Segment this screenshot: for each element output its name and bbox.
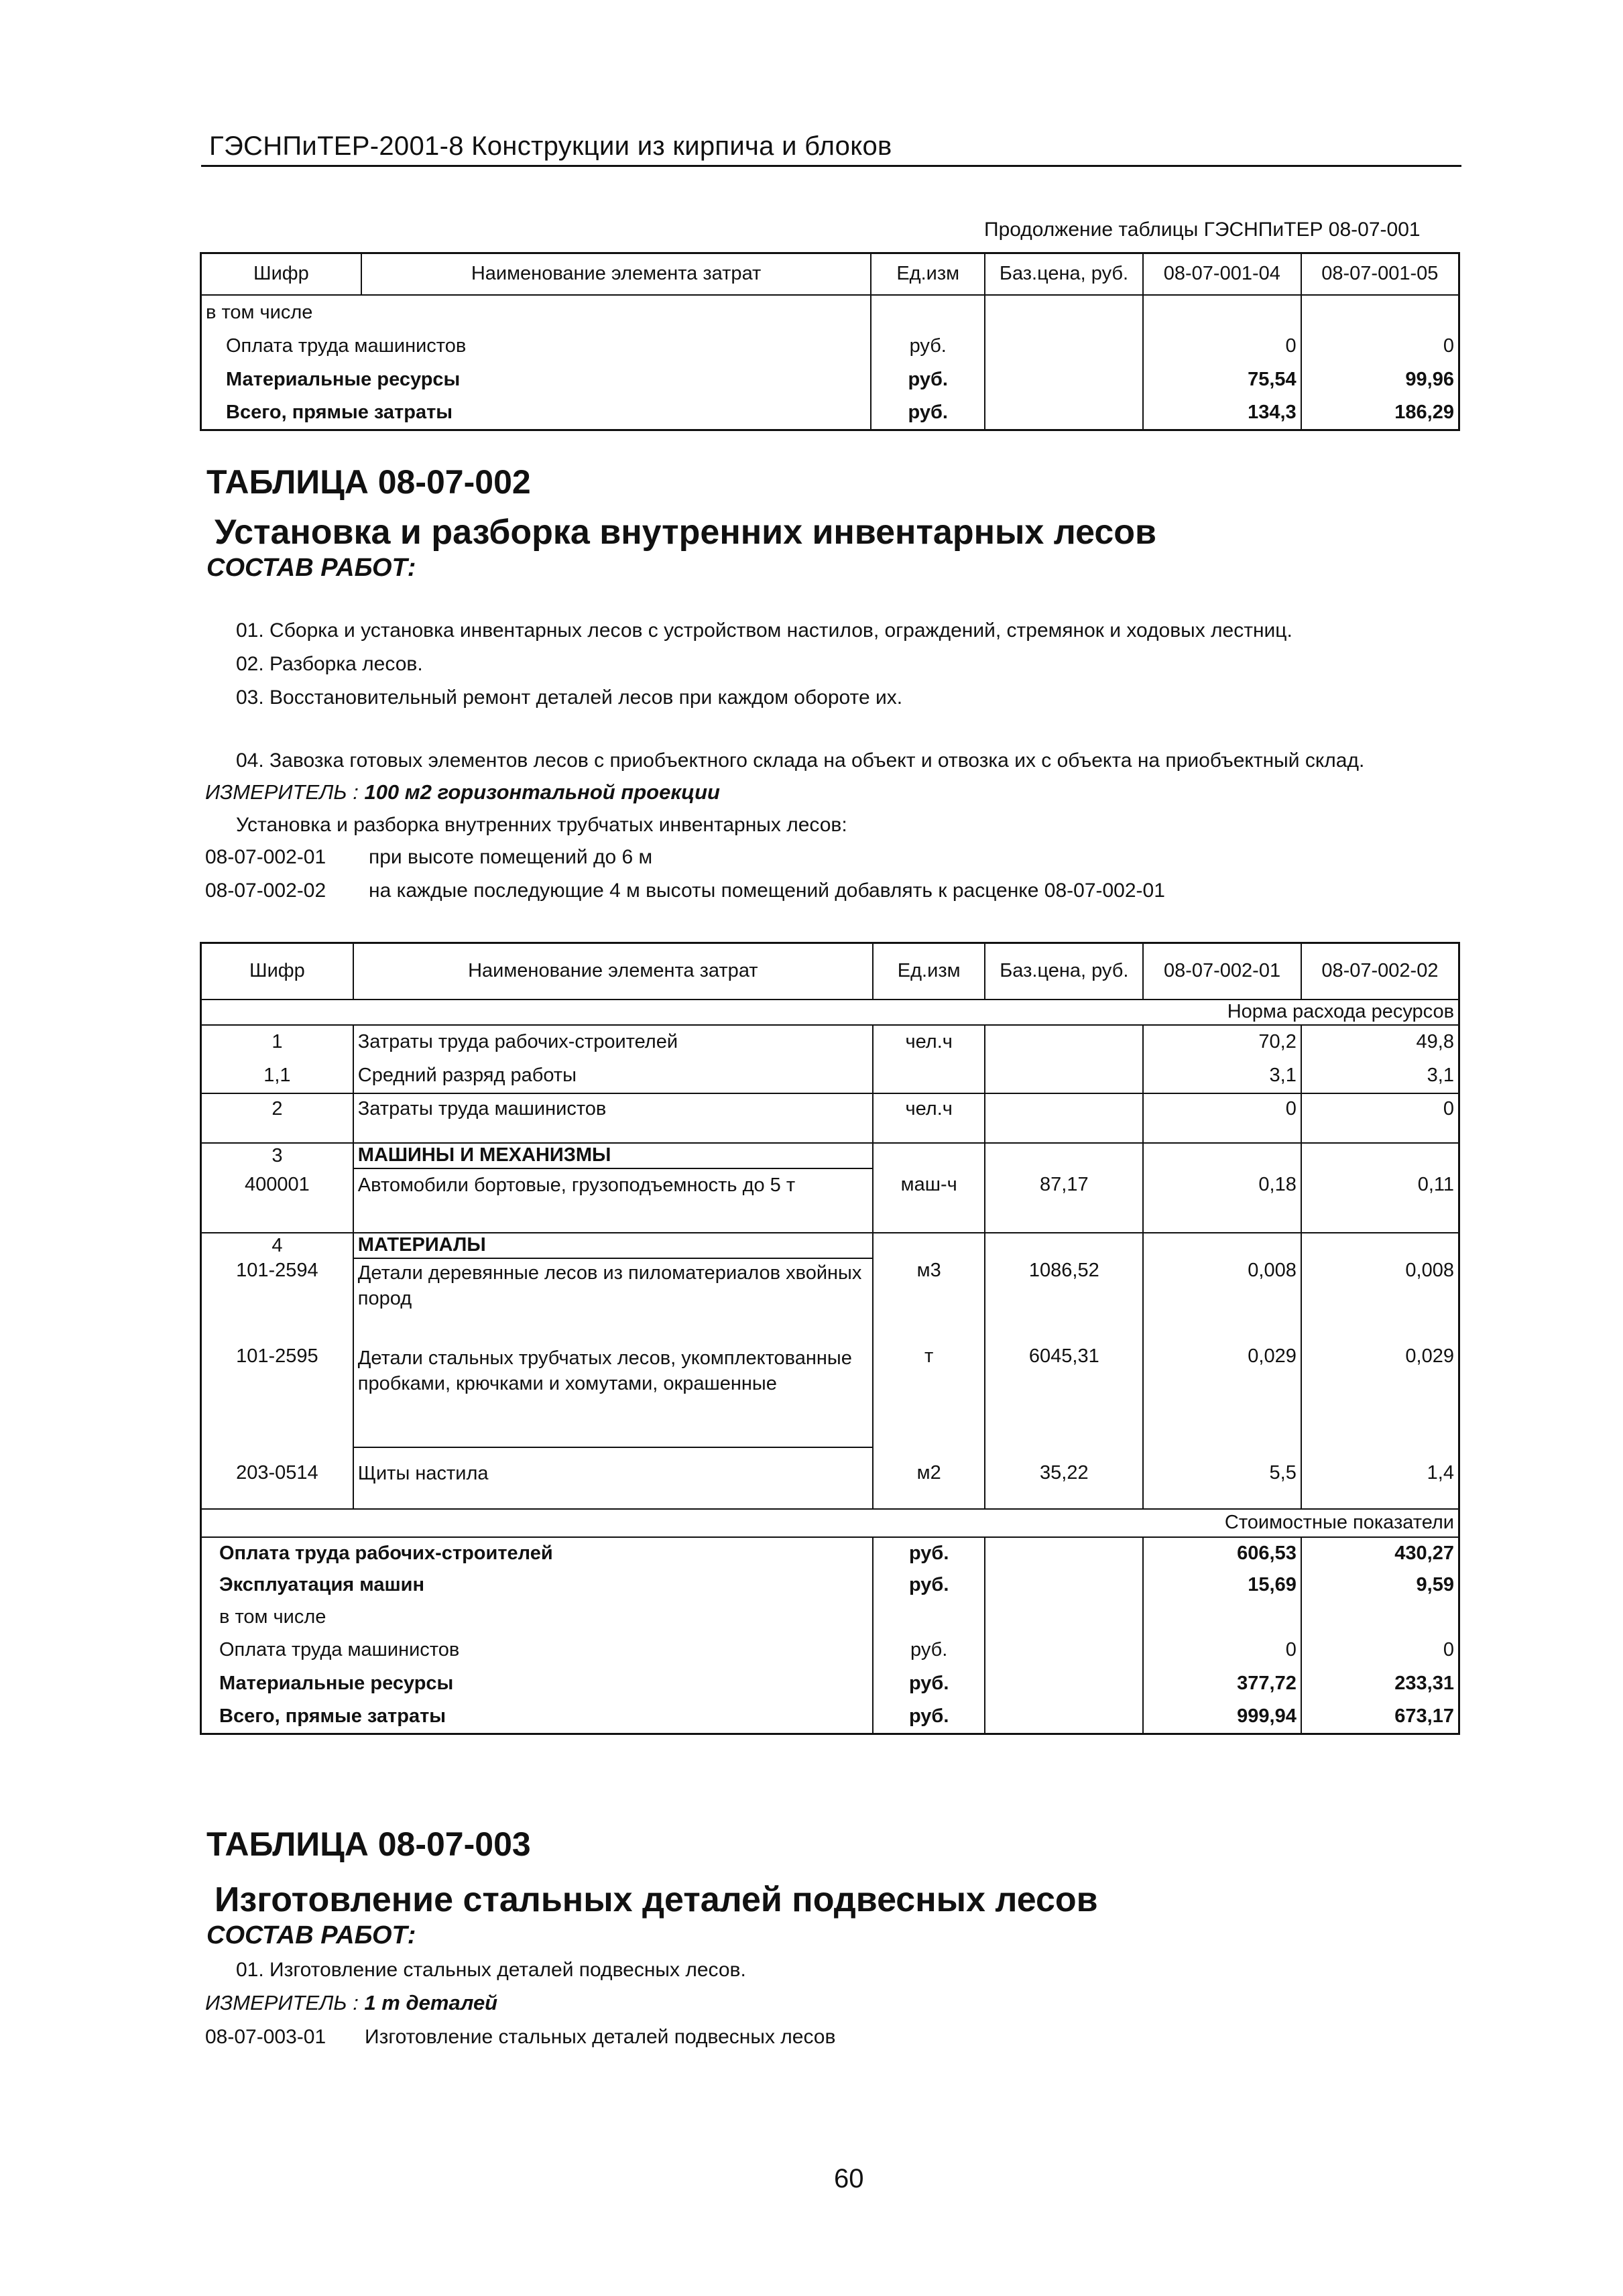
row-label: Всего, прямые затраты <box>201 397 871 430</box>
table-row <box>201 1093 1459 1143</box>
row-label: Оплата труда рабочих-строителей <box>201 1537 873 1569</box>
row-value-2: 9,59 <box>1416 1574 1454 1595</box>
row-unit: руб. <box>873 1667 985 1701</box>
col-header-unit: Ед.изм <box>871 253 985 295</box>
row-unit: руб. <box>873 1537 985 1569</box>
row-unit: руб. <box>873 1701 985 1734</box>
row-value-1: 15,69 <box>1143 1569 1301 1602</box>
table-title: Изготовление стальных деталей подвесных лесов <box>215 1880 1098 1919</box>
row-value-1: 70,2 <box>1143 1025 1301 1059</box>
row-value-2: 0 <box>1443 1639 1454 1660</box>
table-row <box>201 295 1459 330</box>
row-value-1: 0 <box>1143 330 1301 363</box>
row-value-1: 3,1 <box>1143 1059 1301 1093</box>
row-value-2: 1,4 <box>1427 1461 1454 1484</box>
row-price <box>985 1025 1143 1059</box>
col-header-unit: Ед.изм <box>873 943 985 1000</box>
table-row <box>201 1233 1459 1258</box>
row-label: Всего, прямые затраты <box>201 1701 873 1734</box>
row-value-2: 99,96 <box>1405 369 1454 390</box>
row-unit <box>873 1059 985 1093</box>
row-label: Материальные ресурсы <box>201 363 871 397</box>
measure-line <box>205 780 720 804</box>
row-price <box>985 1059 1143 1093</box>
rate-code: 08-07-003-01 <box>205 2026 326 2048</box>
col-header-rate-2: 08-07-002-02 <box>1301 943 1459 1000</box>
row-value-2: 0,029 <box>1405 1345 1454 1367</box>
row-value-1: 134,3 <box>1143 397 1301 430</box>
row-value-2 <box>1301 295 1459 330</box>
rate-code: 08-07-002-02 <box>205 880 326 902</box>
row-value-2: 233,31 <box>1394 1673 1454 1694</box>
row-name: Автомобили бортовые, грузоподъемность до 5 т <box>353 1168 873 1233</box>
row-code: 4 <box>201 1233 353 1258</box>
row-value-1 <box>1143 295 1301 330</box>
col-header-code: Шифр <box>201 253 361 295</box>
row-unit: м3 <box>873 1258 985 1343</box>
table-row <box>201 1667 1459 1701</box>
rate-description: Изготовление стальных деталей подвесных лесов <box>365 2026 836 2048</box>
table-title: Установка и разборка внутренних инвентарных лесов <box>215 513 1157 552</box>
row-value-2: 186,29 <box>1394 402 1454 424</box>
row-name: Средний разряд работы <box>353 1059 873 1093</box>
row-value-2 <box>1301 1602 1459 1634</box>
table-row <box>201 1343 1459 1447</box>
table-row <box>201 1168 1459 1233</box>
row-code: 1 <box>201 1025 353 1059</box>
row-value-2: 0 <box>1301 1093 1459 1143</box>
row-value-2: 49,8 <box>1416 1030 1454 1052</box>
table-row <box>201 1059 1459 1093</box>
table-row <box>201 1602 1459 1634</box>
header-rule <box>201 165 1461 167</box>
row-price <box>985 1093 1143 1143</box>
row-price: 1086,52 <box>985 1258 1143 1343</box>
section-name: МАШИНЫ И МЕХАНИЗМЫ <box>353 1143 873 1168</box>
rate-description: на каждые последующие 4 м высоты помещений добавлять к расценке 08-07-002-01 <box>369 880 1165 902</box>
row-value-1: 606,53 <box>1143 1537 1301 1569</box>
row-unit: т <box>873 1343 985 1447</box>
row-code: 400001 <box>201 1168 353 1233</box>
col-header-name: Наименование элемента затрат <box>353 943 873 1000</box>
col-header-price: Баз.цена, руб. <box>985 943 1143 1000</box>
row-price: 87,17 <box>985 1168 1143 1233</box>
work-item: 03. Восстановительный ремонт деталей лесов при каждом обороте их. <box>236 686 903 709</box>
table-row <box>201 1634 1459 1667</box>
row-value-1: 0,029 <box>1143 1343 1301 1447</box>
row-value-1 <box>1143 1602 1301 1634</box>
rate-code: 08-07-002-01 <box>205 846 326 868</box>
col-header-rate-1: 08-07-002-01 <box>1143 943 1301 1000</box>
row-value-1: 75,54 <box>1143 363 1301 397</box>
row-label: Оплата труда машинистов <box>201 330 871 363</box>
row-name: Детали деревянные лесов из пиломатериалов хвойных пород <box>353 1258 873 1343</box>
col-header-name: Наименование элемента затрат <box>361 253 871 295</box>
row-name: Щиты настила <box>353 1447 873 1509</box>
table-row <box>201 1258 1459 1343</box>
row-unit: руб. <box>871 363 985 397</box>
table-row <box>201 1447 1459 1509</box>
row-value-2: 430,27 <box>1394 1542 1454 1564</box>
row-unit: чел.ч <box>873 1025 985 1059</box>
row-name: Затраты труда машинистов <box>353 1093 873 1143</box>
table-row <box>201 1025 1459 1059</box>
table-row <box>201 1537 1459 1569</box>
row-name: Детали стальных трубчатых лесов, укомплектованные пробками, крючками и хомутами, окрашенные <box>353 1343 873 1447</box>
row-unit: руб. <box>873 1569 985 1602</box>
row-value-2: 0 <box>1443 335 1454 357</box>
col-header-price: Баз.цена, руб. <box>985 253 1143 295</box>
row-label: Оплата труда машинистов <box>201 1634 873 1667</box>
cost-section-label: Стоимостные показатели <box>201 1509 1459 1537</box>
row-value-1: 0,008 <box>1143 1258 1301 1343</box>
row-value-2: 3,1 <box>1301 1059 1459 1093</box>
row-price: 6045,31 <box>985 1343 1143 1447</box>
row-value-1: 0 <box>1143 1634 1301 1667</box>
measure-label: ИЗМЕРИТЕЛЬ : <box>205 1991 359 2014</box>
work-item: 02. Разборка лесов. <box>236 653 423 675</box>
table-continuation-note: Продолжение таблицы ГЭСНПиТЕР 08-07-001 <box>984 219 1421 241</box>
row-unit: маш-ч <box>873 1168 985 1233</box>
work-composition-heading: СОСТАВ РАБОТ: <box>206 554 416 582</box>
row-unit: руб. <box>871 330 985 363</box>
row-label: Эксплуатация машин <box>201 1569 873 1602</box>
row-value-1: 0,18 <box>1143 1168 1301 1233</box>
table-row <box>201 1569 1459 1602</box>
row-unit: руб. <box>871 397 985 430</box>
table-08-07-002 <box>200 942 1460 1735</box>
row-value-2: 0,11 <box>1301 1168 1459 1233</box>
work-item: 01. Сборка и установка инвентарных лесов с устройством настилов, ограждений, стремянок и ходовых лестниц. <box>236 619 1293 642</box>
row-code: 2 <box>201 1093 353 1143</box>
rates-intro: Установка и разборка внутренних трубчатых инвентарных лесов: <box>236 814 847 836</box>
work-item: 01. Изготовление стальных деталей подвесных лесов. <box>236 1959 746 1981</box>
row-unit <box>871 295 985 330</box>
row-label: в том числе <box>201 1602 873 1634</box>
page-number: 60 <box>834 2164 864 2193</box>
row-price: 35,22 <box>985 1447 1143 1509</box>
measure-value: 100 м2 горизонтальной проекции <box>364 780 720 804</box>
row-code: 101-2595 <box>201 1343 353 1447</box>
section-name: МАТЕРИАЛЫ <box>353 1233 873 1258</box>
work-item: 04. Завозка готовых элементов лесов с приобъектного склада на объект и отвозка их с объекта на приобъектный склад. <box>236 749 1365 772</box>
table-row <box>201 1701 1459 1734</box>
work-composition-heading: СОСТАВ РАБОТ: <box>206 1921 416 1949</box>
table-heading: ТАБЛИЦА 08-07-003 <box>206 1825 531 1863</box>
col-header-rate-1: 08-07-001-04 <box>1143 253 1301 295</box>
table-row <box>201 1143 1459 1168</box>
row-code: 1,1 <box>201 1059 353 1093</box>
table-row <box>201 330 1459 363</box>
row-label: Материальные ресурсы <box>201 1667 873 1701</box>
row-value-1: 5,5 <box>1143 1447 1301 1509</box>
row-code: 101-2594 <box>201 1258 353 1343</box>
measure-label: ИЗМЕРИТЕЛЬ : <box>205 780 359 804</box>
table-heading: ТАБЛИЦА 08-07-002 <box>206 463 531 501</box>
row-unit: м2 <box>873 1447 985 1509</box>
row-value-1: 0 <box>1143 1093 1301 1143</box>
row-code: 203-0514 <box>201 1447 353 1509</box>
row-code: 3 <box>201 1143 353 1168</box>
table-08-07-001-continuation <box>200 252 1460 431</box>
rate-description: при высоте помещений до 6 м <box>369 846 653 868</box>
table-row <box>201 397 1459 430</box>
row-unit <box>873 1602 985 1634</box>
row-label: в том числе <box>201 295 871 330</box>
row-value-2: 673,17 <box>1394 1705 1454 1728</box>
norm-section-label: Норма расхода ресурсов <box>201 1000 1459 1025</box>
row-unit: чел.ч <box>873 1093 985 1143</box>
row-unit: руб. <box>873 1634 985 1667</box>
col-header-code: Шифр <box>201 943 353 1000</box>
row-value-1: 377,72 <box>1143 1667 1301 1701</box>
row-value-2: 0,008 <box>1405 1259 1454 1281</box>
table-row <box>201 363 1459 397</box>
measure-line <box>205 1991 497 2015</box>
row-value-1: 999,94 <box>1143 1701 1301 1734</box>
measure-value: 1 т деталей <box>364 1991 498 2014</box>
col-header-rate-2: 08-07-001-05 <box>1301 253 1459 295</box>
running-header: ГЭСНПиТЕР-2001-8 Конструкции из кирпича и блоков <box>209 131 892 161</box>
row-name: Затраты труда рабочих-строителей <box>353 1025 873 1059</box>
